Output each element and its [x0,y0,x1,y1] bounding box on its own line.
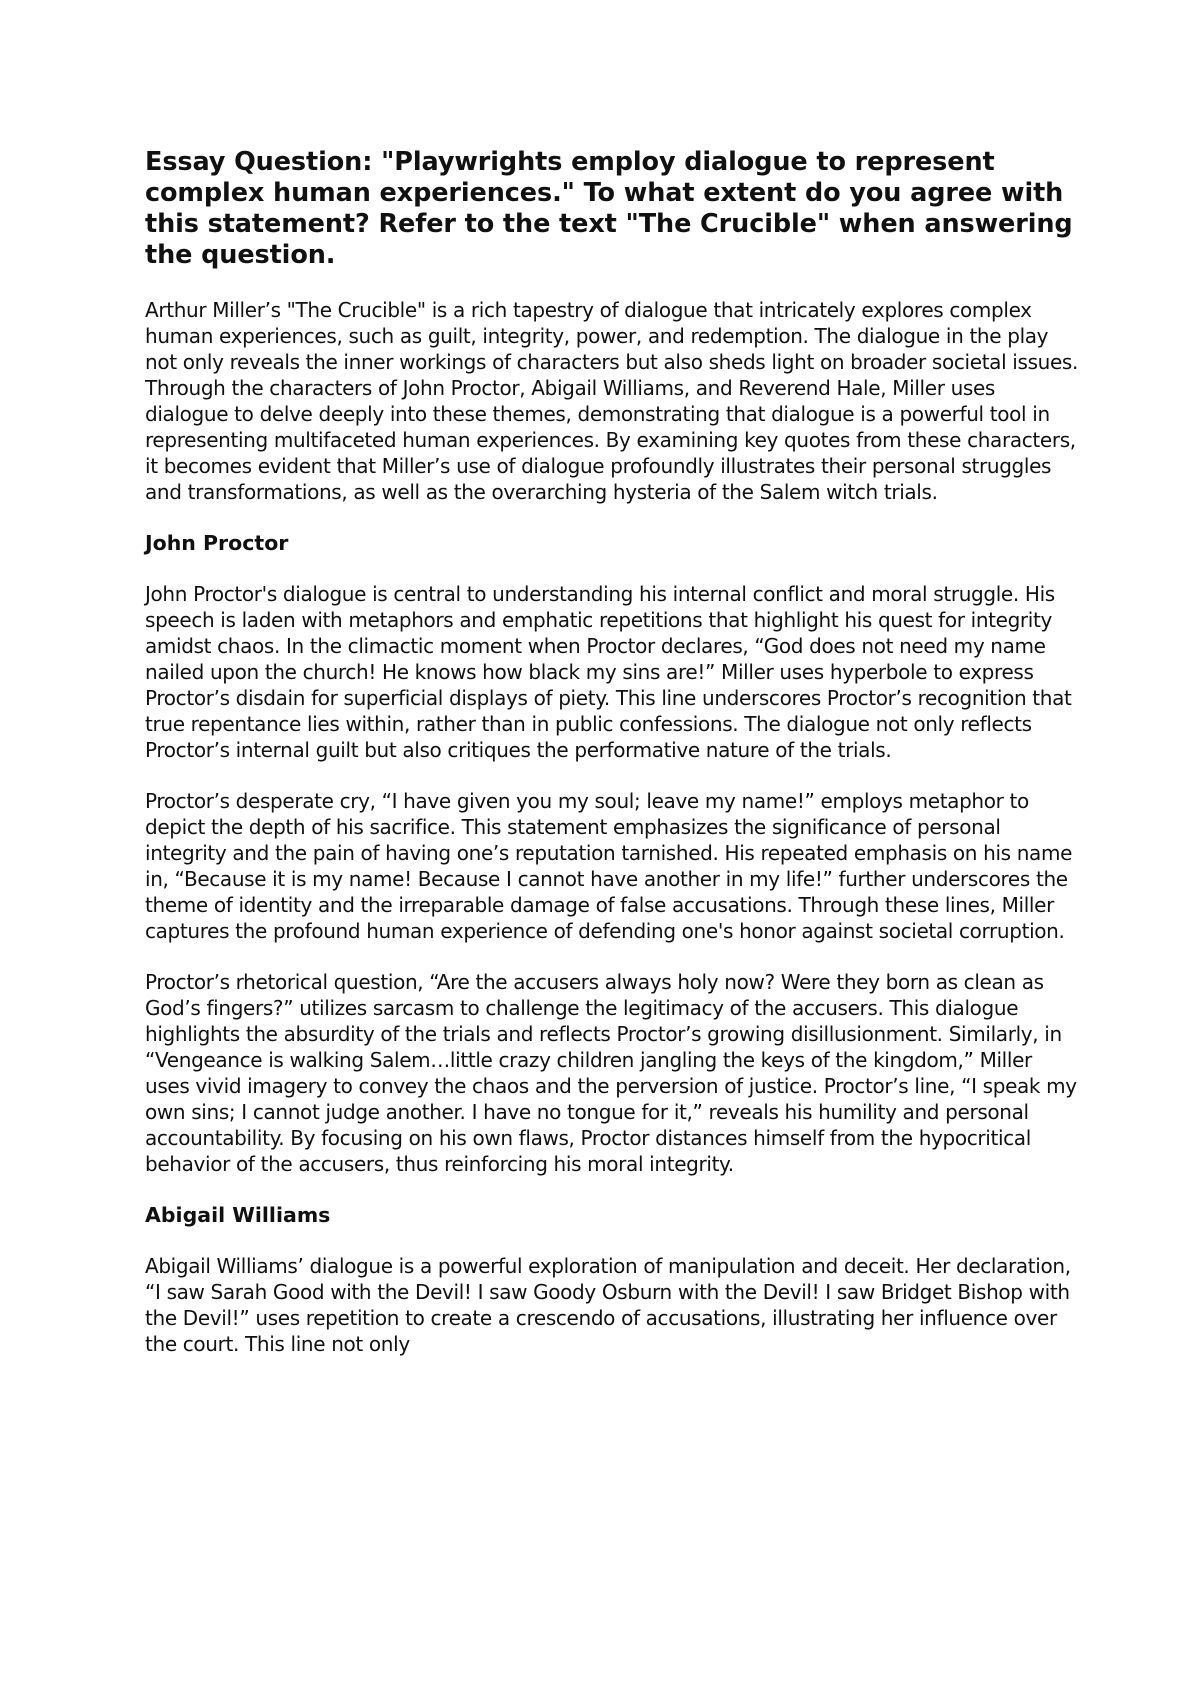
essay-title: Essay Question: "Playwrights employ dialogue to represent complex human experiences." To what extent do you agree with this statement? Refer to the text "The Crucible" when answering the question. [145,147,1073,270]
john-proctor-paragraph-2: Proctor’s desperate cry, “I have given you my soul; leave my name!” employs metaphor to depict the depth of his sacrifice. This statement emphasizes the significance of personal integrity and the pain of having one’s reputation tarnished. His repeated emphasis on his name in, “Because it is my name! Because I cannot have another in my life!” further underscores the theme of identity and the irreparable damage of false accusations. Through these lines, Miller captures the profound human experience of defending one's honor against societal corruption. [145,789,1073,943]
section-heading-john-proctor: John Proctor [145,531,289,555]
document-page [145,147,1080,1382]
intro-paragraph: Arthur Miller’s "The Crucible" is a rich tapestry of dialogue that intricately explores complex human experiences, such as guilt, integrity, power, and redemption. The dialogue in the play not only reveals the inner workings of characters but also sheds light on broader societal issues. Through the characters of John Proctor, Abigail Williams, and Reverend Hale, Miller uses dialogue to delve deeply into these themes, demonstrating that dialogue is a powerful tool in representing multifaceted human experiences. By examining key quotes from these characters, it becomes evident that Miller’s use of dialogue profoundly illustrates their personal struggles and transformations, as well as the overarching hysteria of the Salem witch trials. [145,298,1079,504]
abigail-williams-paragraph-1: Abigail Williams’ dialogue is a powerful exploration of manipulation and deceit. Her declaration, “I saw Sarah Good with the Devil! I saw Goody Osburn with the Devil! I saw Bridget Bishop with the Devil!” uses repetition to create a crescendo of accusations, illustrating her influence over the court. This line not only [145,1254,1071,1356]
john-proctor-paragraph-3: Proctor’s rhetorical question, “Are the accusers always holy now? Were they born as clean as God’s fingers?” utilizes sarcasm to challenge the legitimacy of the accusers. This dialogue highlights the absurdity of the trials and reflects Proctor’s growing disillusionment. Similarly, in “Vengeance is walking Salem…little crazy children jangling the keys of the kingdom,” Miller uses vivid imagery to convey the chaos and the perversion of justice. Proctor’s line, “I speak my own sins; I cannot judge another. I have no tongue for it,” reveals his humility and personal accountability. By focusing on his own flaws, Proctor distances himself from the hypocritical behavior of the accusers, thus reinforcing his moral integrity. [145,970,1077,1176]
john-proctor-paragraph-1: John Proctor's dialogue is central to understanding his internal conflict and moral struggle. His speech is laden with metaphors and emphatic repetitions that highlight his quest for integrity amidst chaos. In the climactic moment when Proctor declares, “God does not need my name nailed upon the church! He knows how black my sins are!” Miller uses hyperbole to express Proctor’s disdain for superficial displays of piety. This line underscores Proctor’s recognition that true repentance lies within, rather than in public confessions. The dialogue not only reflects Proctor’s internal guilt but also critiques the performative nature of the trials. [145,582,1072,762]
section-heading-abigail-williams: Abigail Williams [145,1203,331,1227]
